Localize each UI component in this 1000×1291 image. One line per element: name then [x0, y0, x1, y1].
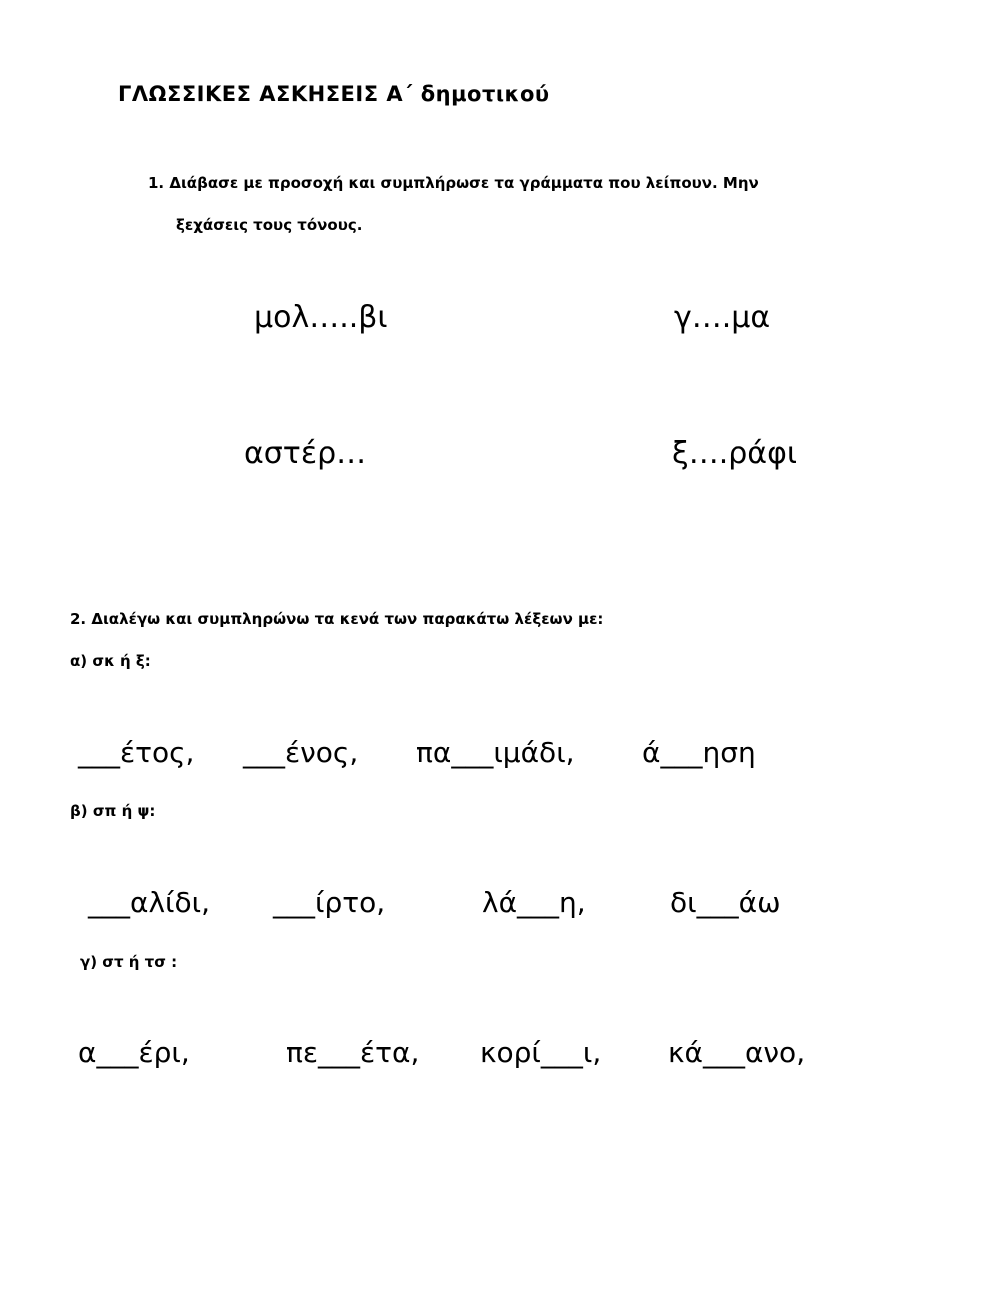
- group-c-word: α___έρι,: [78, 1036, 190, 1069]
- exercise1-instruction-line2: ξεχάσεις τους τόνους.: [176, 216, 363, 234]
- group-a-word: ά___ηση: [642, 736, 756, 769]
- page-title: ΓΛΩΣΣΙΚΕΣ ΑΣΚΗΣΕΙΣ Α΄ δημοτικού: [118, 82, 550, 106]
- exercise1-word: ξ….ράφι: [672, 436, 798, 471]
- group-a-word: ___έτος,: [78, 736, 195, 769]
- group-b-word: ___αλίδι,: [88, 886, 211, 919]
- exercise1-word: μολ…..βι: [254, 300, 388, 335]
- group-b-word: λά___η,: [482, 886, 586, 919]
- group-b-label: β) σπ ή ψ:: [70, 802, 156, 820]
- exercise1-word: γ….μα: [674, 300, 771, 335]
- group-c-label: γ) στ ή τσ :: [80, 953, 178, 971]
- exercise2-heading: 2. Διαλέγω και συμπληρώνω τα κενά των παρακάτω λέξεων με:: [70, 610, 604, 628]
- group-c-word: πε___έτα,: [286, 1036, 420, 1069]
- group-b-word: δι___άω: [670, 886, 781, 919]
- group-c-word: κορί___ι,: [480, 1036, 602, 1069]
- exercise1-instruction-line1: 1. Διάβασε με προσοχή και συμπλήρωσε τα γράμματα που λείπουν. Μην: [148, 174, 759, 192]
- group-a-word: ___ένος,: [243, 736, 359, 769]
- group-c-word: κά___ανο,: [668, 1036, 806, 1069]
- exercise1-word: αστέρ…: [244, 436, 367, 471]
- group-a-label: α) σκ ή ξ:: [70, 652, 151, 670]
- group-b-word: ___ίρτο,: [273, 886, 386, 919]
- group-a-word: πα___ιμάδι,: [416, 736, 575, 769]
